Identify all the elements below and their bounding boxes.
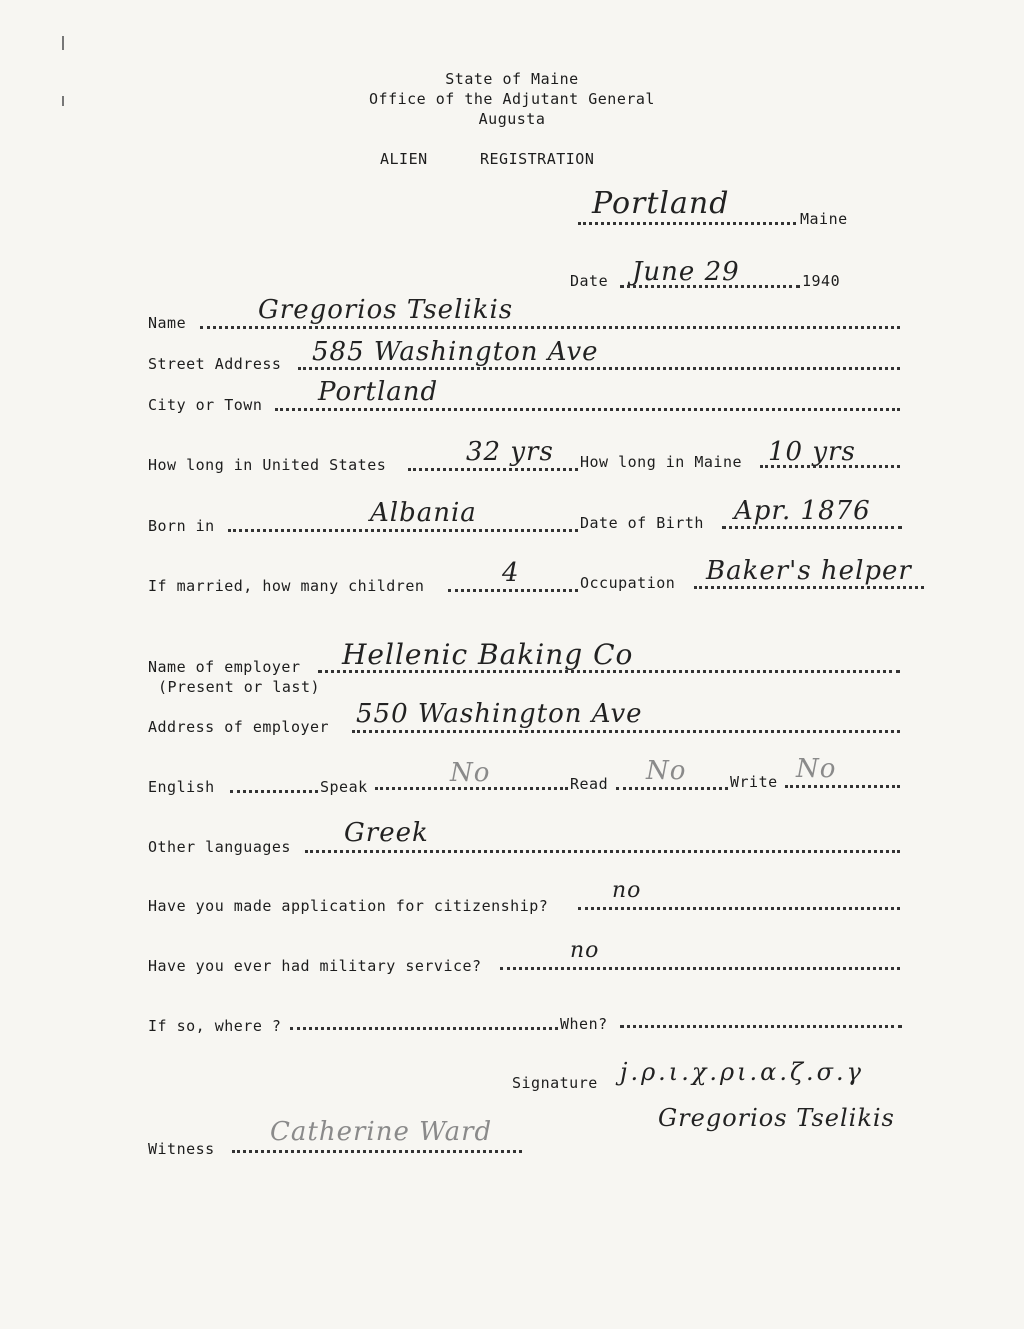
employer-address-value: 550 Washington Ave	[356, 699, 643, 729]
signature-greek: ϳ.ρ.ι.χ.ρι.α.ζ.σ.γ	[620, 1058, 864, 1086]
signature-value: Gregorios Tselikis	[658, 1104, 895, 1132]
employer-address-label: Address of employer	[148, 718, 330, 736]
read-value: No	[646, 756, 687, 786]
children-value: 4	[502, 558, 520, 588]
name-label: Name	[148, 314, 187, 332]
write-label: Write	[730, 773, 778, 791]
other-lang-label: Other languages	[148, 838, 291, 856]
header-city: Augusta	[478, 110, 546, 128]
speak-label: Speak	[320, 778, 368, 796]
where-label: If so, where ?	[148, 1017, 282, 1035]
born-value: Albania	[370, 498, 477, 528]
date-label: Date	[570, 272, 609, 290]
occupation-label: Occupation	[580, 574, 676, 592]
english-label: English	[148, 778, 215, 796]
city-label: City or Town	[148, 396, 263, 414]
street-label: Street Address	[148, 355, 282, 373]
form-title-registration: REGISTRATION	[480, 150, 595, 168]
when-label: When?	[560, 1015, 608, 1033]
citizenship-label: Have you made application for citizenship?	[148, 897, 549, 915]
witness-value: Catherine Ward	[270, 1117, 493, 1147]
other-lang-value: Greek	[344, 818, 429, 848]
employer-label: Name of employer	[148, 658, 301, 676]
citizenship-value: no	[612, 878, 642, 903]
maine-years-value: 10 yrs	[768, 437, 856, 467]
dob-label: Date of Birth	[580, 514, 704, 532]
children-label: If married, how many children	[148, 577, 425, 595]
employer-value: Hellenic Baking Co	[342, 638, 634, 671]
us-years-label: How long in United States	[148, 456, 387, 474]
dob-value: Apr. 1876	[734, 496, 871, 526]
form-title-alien: ALIEN	[380, 150, 428, 168]
maine-years-label: How long in Maine	[580, 453, 743, 471]
city-value: Portland	[318, 377, 439, 407]
header-office: Office of the Adjutant General	[369, 90, 655, 108]
date-value: June 29	[632, 257, 740, 287]
occupation-value: Baker's helper	[706, 556, 912, 586]
employer-sublabel: (Present or last)	[158, 678, 321, 696]
military-label: Have you ever had military service?	[148, 957, 482, 975]
born-label: Born in	[148, 517, 215, 535]
speak-value: No	[450, 758, 491, 788]
street-value: 585 Washington Ave	[312, 337, 599, 367]
place-suffix: Maine	[800, 210, 848, 228]
us-years-value: 32 yrs	[466, 437, 554, 467]
date-year: 1940	[802, 272, 841, 290]
military-value: no	[570, 938, 600, 963]
write-value: No	[796, 754, 837, 784]
witness-label: Witness	[148, 1140, 215, 1158]
place-value: Portland	[592, 186, 730, 221]
read-label: Read	[570, 775, 609, 793]
name-value: Gregorios Tselikis	[258, 295, 514, 325]
scan-mark	[62, 36, 64, 50]
signature-label: Signature	[512, 1074, 598, 1092]
header-state: State of Maine	[445, 70, 579, 88]
